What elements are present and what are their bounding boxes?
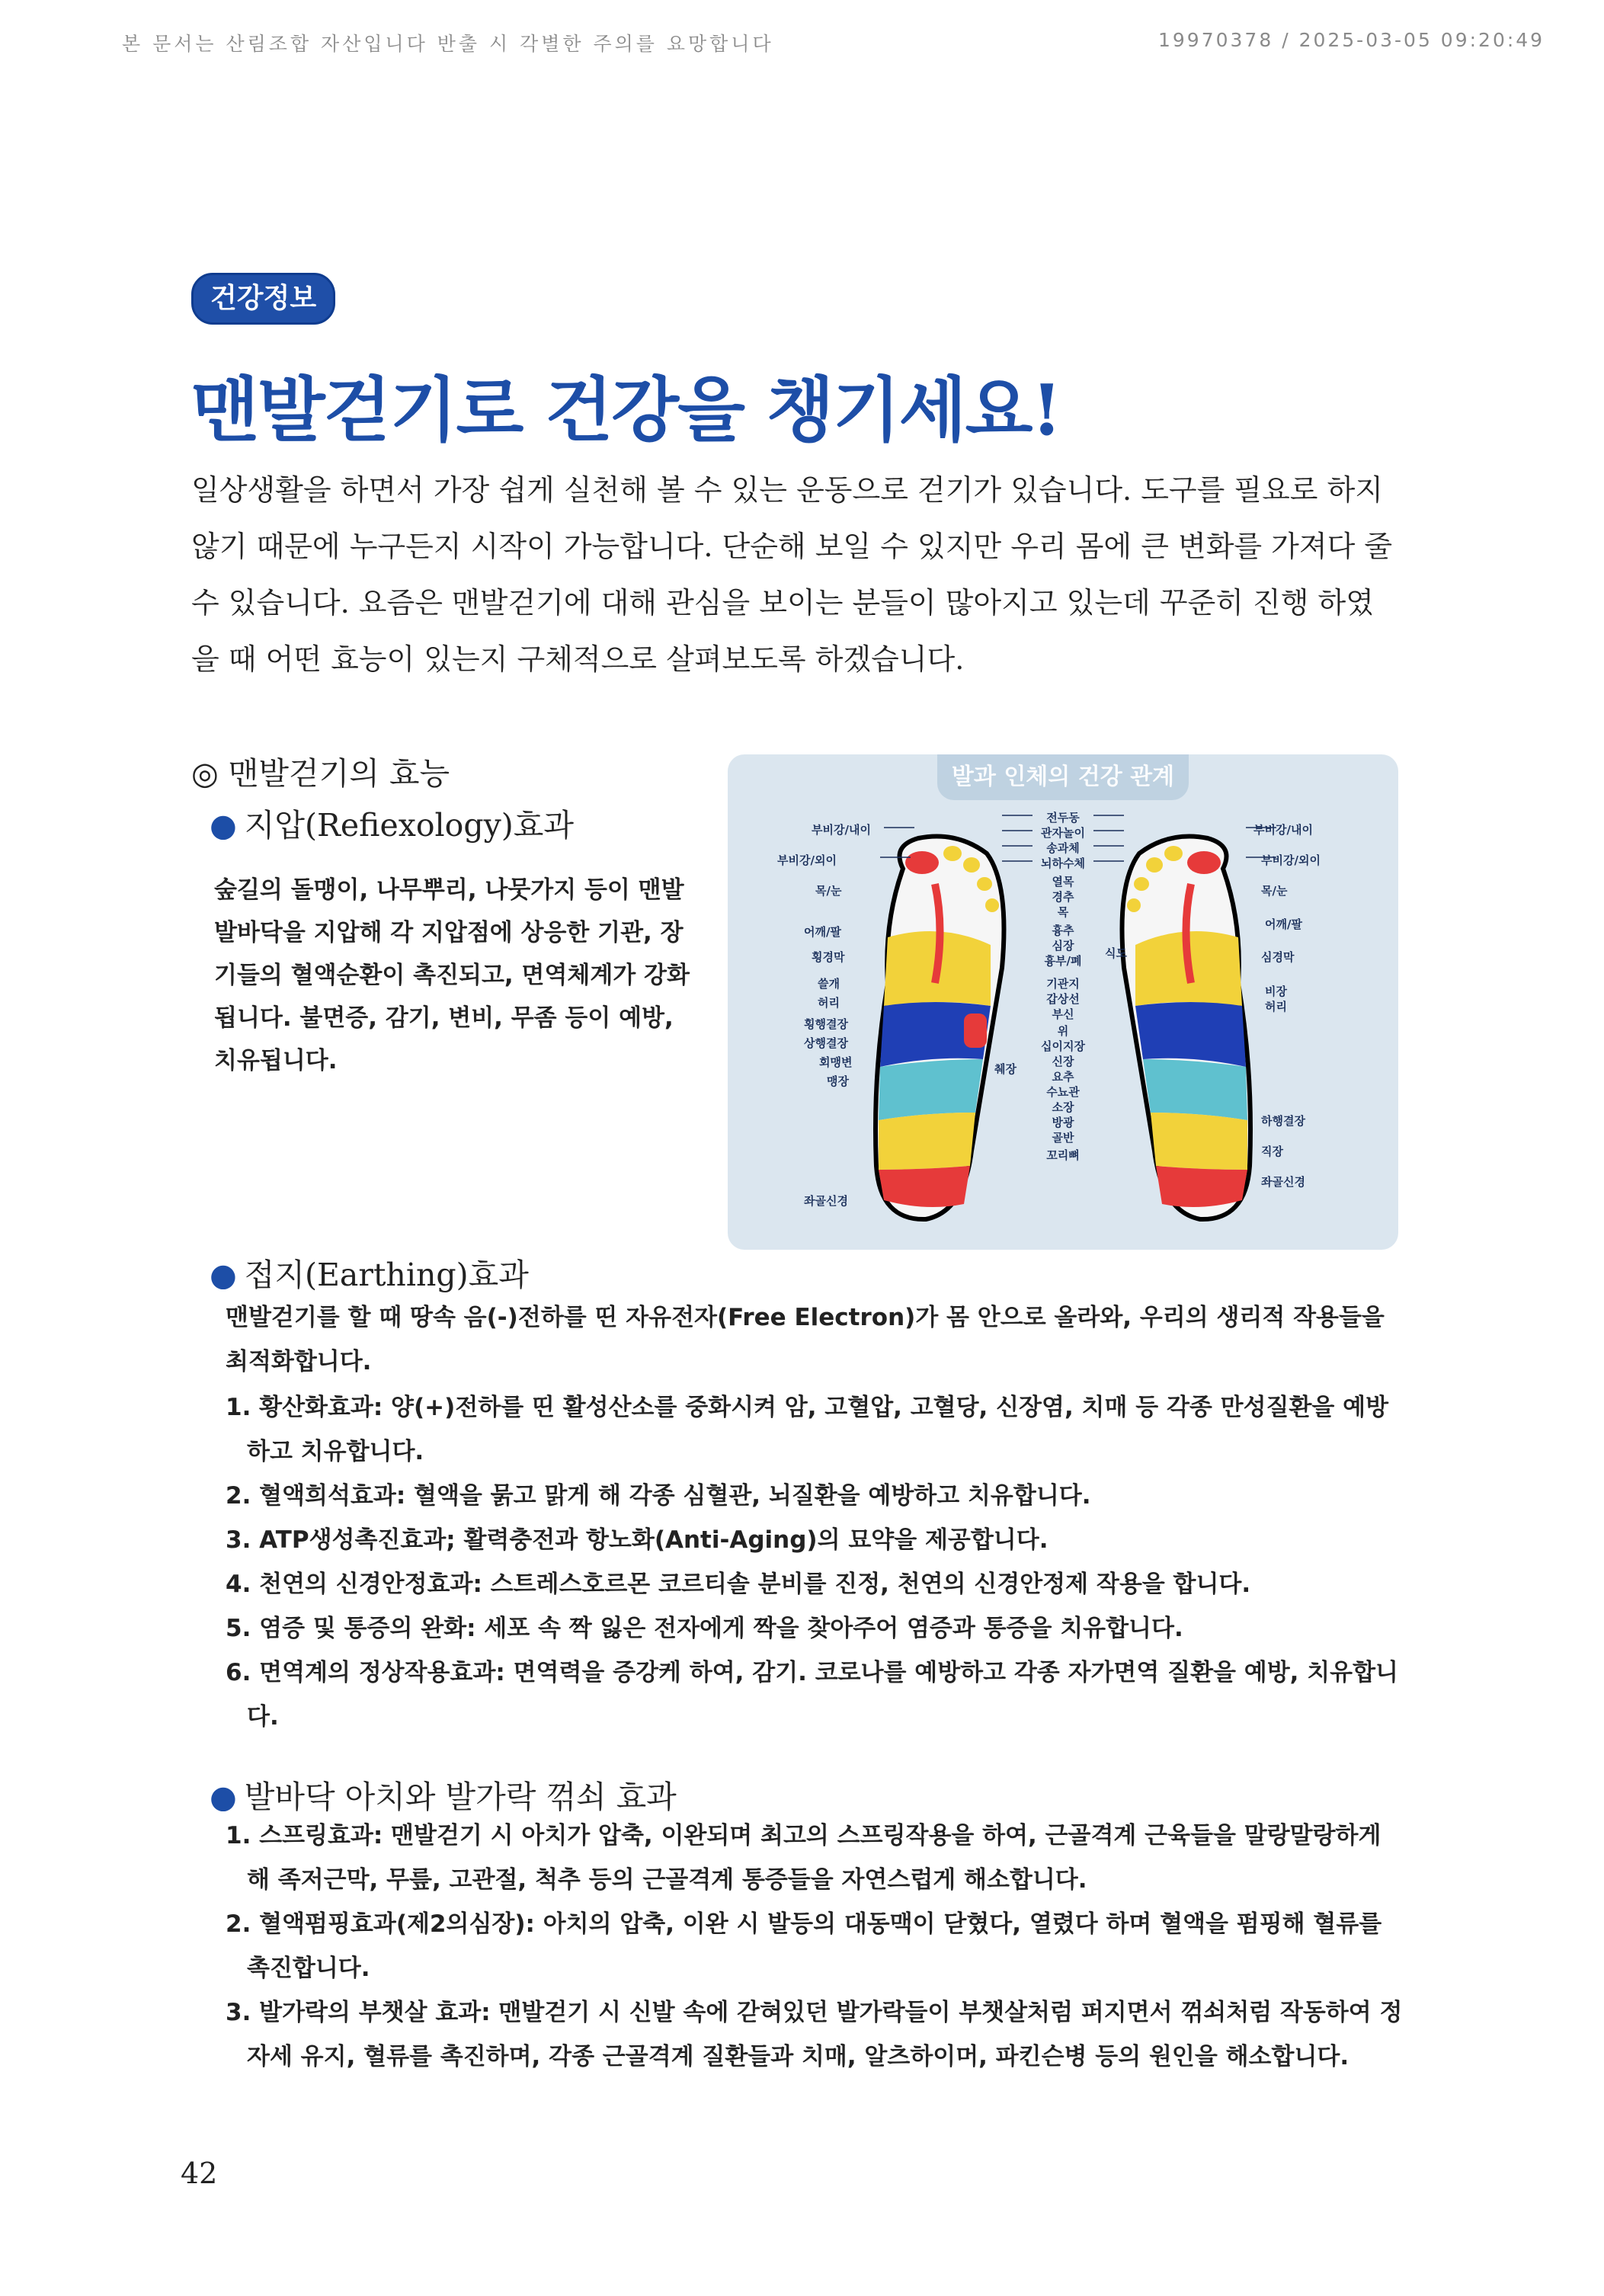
fig-label: 골반: [1052, 1131, 1074, 1145]
bullet-icon: ●: [210, 1779, 237, 1815]
earthing-effects-list: [226, 1385, 1403, 1739]
fig-label: 쓸개: [818, 977, 840, 991]
fig-label: 어깨/팔: [1265, 917, 1302, 931]
left-foot-icon: [876, 837, 1004, 1220]
reflexology-body: 숲길의 돌맹이, 나무뿌리, 나뭇가지 등이 맨발 발바닥을 지압해 각 지압점에 상응한 기관, 장기들의 혈액순환이 촉진되고, 면역체계가 강화됩니다. 불면증, 감기, 변비, 무좀 등이 예방, 치유됩니다.: [214, 876, 690, 1074]
fig-label: 부비강/내이: [812, 823, 871, 837]
fig-label: 허리: [818, 996, 840, 1010]
fig-label: 부비강/외이: [777, 853, 837, 867]
section-reflexology-title: [210, 800, 574, 845]
section-efficacy-title: ◎ 맨발걷기의 효능: [191, 755, 450, 792]
category-badge: 건강정보: [191, 273, 335, 325]
right-foot-icon: [1122, 837, 1251, 1220]
list-item: 2. 혈액펌핑효과(제2의심장): 아치의 압축, 이완 시 발등의 대동맥이 닫혔다, 열렸다 하며 혈액을 펌핑해 혈류를 촉진합니다.: [226, 1910, 1382, 1982]
earthing-label: 접지(Earthing)효과: [244, 1257, 529, 1293]
fig-label: 열목: [1052, 875, 1074, 889]
fig-label: 갑상선: [1046, 992, 1080, 1006]
fig-label: 흉부/폐: [1044, 954, 1082, 968]
fig-label: 흉추: [1052, 924, 1074, 937]
list-item: 2. 혈액희석효과: 혈액을 묽고 맑게 해 각종 심혈관, 뇌질환을 예방하고 치유합니다.: [226, 1482, 1091, 1510]
fig-label: 전두동: [1046, 811, 1080, 825]
page-title: 맨발걷기로 건강을 챙기세요!: [191, 369, 1061, 451]
fig-label: 경추: [1052, 890, 1074, 904]
fig-label: 좌골신경: [804, 1194, 848, 1208]
fig-label: 식도: [1105, 946, 1127, 960]
fig-label: 송과체: [1046, 841, 1080, 855]
fig-label: 부비강/내이: [1253, 823, 1313, 837]
bullet-icon: ●: [210, 1257, 237, 1293]
reflexology-label: 지압(Refiexology)효과: [244, 807, 574, 844]
fig-label: 어깨/팔: [804, 925, 841, 939]
fig-label: 뇌하수체: [1041, 857, 1085, 870]
fig-label: 기관지: [1046, 977, 1080, 991]
list-item: 3. ATP생성촉진효과; 활력충전과 항노화(Anti-Aging)의 묘약을 제공합니다.: [226, 1526, 1049, 1554]
list-item: 4. 천연의 신경안정효과: 스트레스호르몬 코르티솔 분비를 진정, 천연의 신경안정제 작용을 합니다.: [226, 1571, 1251, 1598]
fig-label: 췌장: [994, 1062, 1017, 1076]
fig-label: 좌골신경: [1261, 1175, 1305, 1189]
fig-label: 부신: [1052, 1007, 1074, 1021]
fig-label: 횡행결장: [804, 1017, 848, 1031]
fig-label: 위: [1057, 1024, 1069, 1038]
fig-label: 수뇨관: [1046, 1085, 1080, 1099]
fig-label: 관자놀이: [1041, 826, 1085, 840]
earthing-intro: 맨발걷기를 할 때 땅속 음(-)전하를 띤 자유전자(Free Electron)가 몸 안으로 올라와, 우리의 생리적 작용들을 최적화합니다.: [226, 1304, 1385, 1375]
fig-label: 목: [1057, 905, 1069, 919]
fig-label: 신장: [1052, 1055, 1074, 1068]
list-item: 6. 면역계의 정상작용효과: 면역력을 증강케 하여, 감기. 코로나를 예방하고 각종 자가면역 질환을 예방, 치유합니다.: [226, 1659, 1398, 1731]
section-arch-title: [210, 1772, 677, 1817]
foot-reflexology-figure: [728, 754, 1398, 1250]
watermark-notice: 본 문서는 산림조합 자산입니다 반출 시 각별한 주의를 요망합니다: [122, 33, 774, 55]
fig-label: 하행결장: [1261, 1114, 1305, 1128]
fig-label: 꼬리뼈: [1046, 1148, 1080, 1162]
arch-label: 발바닥 아치와 발가락 꺾쇠 효과: [244, 1779, 677, 1815]
section-earthing-title: [210, 1250, 529, 1295]
fig-label: 상행결장: [804, 1036, 848, 1050]
fig-label: 요추: [1052, 1070, 1074, 1084]
list-item: 3. 발가락의 부챗살 효과: 맨발걷기 시 신발 속에 갇혀있던 발가락들이 부챗살처럼 퍼지면서 꺾쇠처럼 작동하여 정자세 유지, 혈류를 촉진하며, 각종 근골격계 질환들과 치매, 알츠하이머, 파킨슨병 등의 원인을 해소합니다.: [226, 1999, 1403, 2070]
fig-label: 비장: [1265, 985, 1287, 998]
fig-label: 회맹변: [819, 1055, 853, 1069]
figure-title: 발과 인체의 건강 관계: [937, 754, 1189, 800]
fig-label: 방광: [1052, 1116, 1074, 1129]
watermark-id-timestamp: 19970378 / 2025-03-05 09:20:49: [1158, 29, 1545, 51]
fig-label: 십이지장: [1041, 1039, 1085, 1053]
fig-label: 심경막: [1261, 950, 1295, 964]
list-item: 1. 스프링효과: 맨발걷기 시 아치가 압축, 이완되며 최고의 스프링작용을 하여, 근골격계 근육들을 말랑말랑하게 해 족저근막, 무릎, 고관절, 척추 등의 근골격계 통증들을 자연스럽게 해소합니다.: [226, 1822, 1381, 1894]
fig-label: 목/눈: [1261, 884, 1288, 898]
page-number: 42: [181, 2157, 218, 2190]
fig-label: 횡경막: [812, 950, 845, 964]
list-item: 1. 황산화효과: 양(+)전하를 띤 활성산소를 중화시켜 암, 고혈압, 고혈당, 신장염, 치매 등 각종 만성질환을 예방하고 치유합니다.: [226, 1394, 1389, 1465]
bullet-icon: ●: [210, 807, 237, 844]
fig-label: 맹장: [827, 1074, 849, 1088]
fig-label: 부비강/외이: [1261, 853, 1321, 867]
fig-label: 소장: [1052, 1100, 1074, 1114]
fig-label: 심장: [1052, 939, 1074, 953]
intro-paragraph: 일상생활을 하면서 가장 쉽게 실천해 볼 수 있는 운동으로 걷기가 있습니다. 도구를 필요로 하지 않기 때문에 누구든지 시작이 가능합니다. 단순해 보일 수 있지만 우리 몸에 큰 변화를 가져다 줄 수 있습니다. 요즘은 맨발걷기에 대해 관심을 보이는 분들이 많아지고 있는데 꾸준히 진행 하였을 때 어떤 효능이 있는지 구체적으로 살펴보도록 하겠습니다.: [191, 473, 1393, 676]
arch-effects-list: [226, 1814, 1403, 2079]
fig-label: 목/눈: [815, 884, 842, 898]
list-item: 5. 염증 및 통증의 완화: 세포 속 짝 잃은 전자에게 짝을 찾아주어 염증과 통증을 치유합니다.: [226, 1615, 1183, 1642]
fig-label: 허리: [1265, 1000, 1287, 1014]
fig-label: 직장: [1261, 1145, 1283, 1158]
